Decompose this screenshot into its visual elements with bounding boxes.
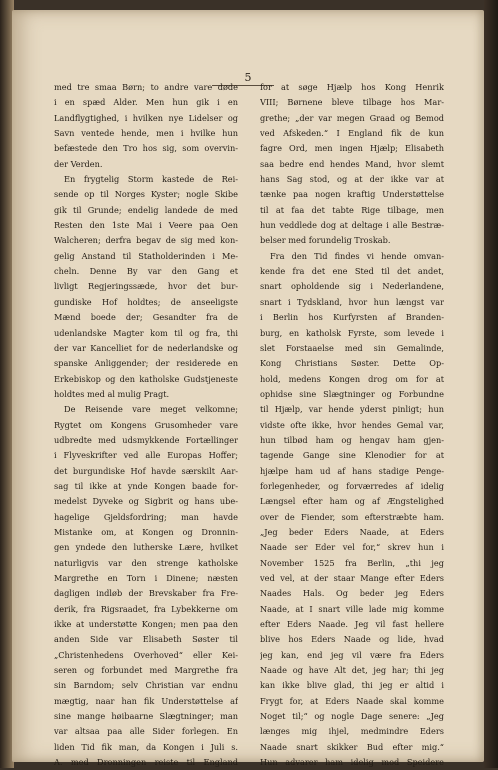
text-line: hjælpe ham ud af hans stadige Penge- (260, 465, 444, 476)
text-line: cheln. Denne By var den Gang et (54, 266, 238, 277)
text-line: gelig Anstand til Statholderinden i Me- (54, 250, 238, 261)
text-line: holdtes med al mulig Pragt. (54, 388, 170, 399)
text-line: sag til ikke at ynde Kongen baade for- (54, 480, 238, 491)
text-line: Kong Christians Søster. Dette Op- (260, 358, 444, 369)
text-line: Længsel efter ham og af Ængstelighed (260, 496, 444, 507)
text-line: forlegenheder, og forværredes af idelig (260, 480, 444, 491)
text-line: sin Barndom; selv Christian var endnu (54, 680, 238, 691)
text-line: Resten den 1ste Mai i Veere paa Oen (54, 220, 238, 231)
page-number: 5 (244, 71, 252, 84)
text-line: Margrethe en Torn i Dinene; næsten (54, 573, 238, 583)
text-line: gik til Grunde; endelig landede de med (54, 204, 238, 215)
text-line: ved Afskeden.“ I England fik de kun (260, 128, 444, 139)
text-line: VIII; Børnene bleve tilbage hos Mar- (260, 97, 444, 108)
text-line: for at søge Hjælp hos Kong Henrik (260, 82, 444, 92)
text-line: ved vel, at der staar Mange efter Eders (260, 573, 444, 583)
text-line: liden Tid fik man, da Kongen i Juli s. (54, 741, 238, 752)
text-line: der var Kancelliet for de nederlandske og (54, 342, 238, 353)
text-line: spanske Anliggender; der residerede en (54, 358, 238, 369)
text-line: Naade og have Alt det, jeg har; thi jeg (260, 665, 444, 676)
text-line: anden Side var Elisabeth Søster til (54, 634, 238, 645)
text-line: var altsaa paa alle Sider forlegen. En (54, 726, 238, 737)
text-line: sine mange høibaarne Slægtninger; man (54, 711, 238, 722)
text-line: Frygt for, at Eders Naade skal komme (260, 695, 444, 706)
text-line: til at faa det tabte Rige tilbage, men (260, 204, 444, 215)
text-line: med tre smaa Børn; to andre vare døde (54, 82, 238, 92)
text-line: tænke paa nogen kraftig Understøttelse (260, 189, 444, 200)
text-line: til Hjælp, var hende yderst pinligt; hun (260, 404, 444, 415)
text-line: over de Fiender, som efterstræbte ham. (260, 511, 444, 522)
text-line: belser med forundelig Troskab. (260, 235, 391, 246)
text-line: Mænd boede der; Gesandter fra de (54, 312, 238, 323)
right-text-column (260, 80, 444, 770)
text-line: Naade, at I snart ville lade mig komme (260, 603, 444, 614)
text-line: medelst Dyveke og Sigbrit og hans ube- (54, 496, 238, 507)
text-line: November 1525 fra Berlin, „thi jeg (260, 557, 444, 568)
text-line: derik, fra Rigsraadet, fra Lybekkerne om (54, 603, 238, 614)
text-line: efter Eders Naade. Jeg vil fast hellere (260, 619, 444, 630)
text-line: i en spæd Alder. Men hun gik i en (54, 97, 238, 108)
text-line: A. med Dronningen reiste til England (54, 757, 238, 768)
text-line: Landflygtighed, i hvilken nye Lidelser og (54, 112, 238, 123)
text-line: seren og forbundet med Margrethe fra (54, 665, 238, 676)
text-line: livligt Regjeringssæde, hvor det bur- (54, 281, 238, 292)
text-line: mægtig, naar han fik Understøttelse af (54, 695, 238, 706)
text-line: slet Forstaaelse med sin Gemalinde, (260, 342, 444, 353)
text-line: jeg kan, end jeg vil være fra Eders (260, 649, 444, 660)
text-line: Naade ser Eder vel for,“ skrev hun i (260, 542, 444, 553)
text-line: gen yndede den lutherske Lære, hvilket (54, 542, 238, 553)
text-line: naturligvis var den strenge katholske (54, 557, 238, 568)
text-line: Walcheren; derfra begav de sig med kon- (54, 235, 238, 246)
text-line: Naade snart skikker Bud efter mig.“ (260, 741, 444, 752)
text-line: blive hos Eders Naade og lide, hvad (260, 634, 444, 645)
text-line: udenlandske Magter kom til og fra, thi (54, 327, 238, 338)
text-line: vidste ofte ikke, hvor hendes Gemal var, (260, 419, 444, 430)
text-line: grethe; „der var megen Graad og Bemod (260, 112, 444, 123)
text-line: Erkebiskop og den katholske Gudstjeneste (54, 373, 238, 384)
text-line: Savn ventede hende, men i hvilke hun (54, 128, 238, 139)
text-line: Fra den Tid findes vi hende omvan- (270, 250, 444, 261)
book-edge (484, 0, 498, 768)
text-line: ophidse sine Slægtninger og Forbundne (260, 388, 444, 399)
text-line: det burgundiske Hof havde særskilt Aar- (54, 465, 238, 476)
text-line: befæstede den Tro hos sig, som overvin- (54, 143, 238, 154)
text-line: snart i Tydskland, hvor hun længst var (260, 296, 444, 307)
text-line: Naades Hals. Og beder jeg Eders (260, 588, 444, 599)
text-line: De Reisende vare meget velkomne; (64, 404, 238, 415)
text-line: saa bedre end hendes Mand, hvor slemt (260, 158, 444, 169)
text-line: fagre Ord, men ingen Hjælp; Elisabeth (260, 143, 444, 154)
text-line: Noget til;“ og nogle Dage senere: „Jeg (260, 711, 444, 722)
text-line: Hun advarer ham idelig mod Speidere (260, 757, 444, 768)
text-line: burg, en katholsk Fyrste, som levede i (260, 327, 444, 338)
text-line: „Christenhedens Overhoved“ eller Kei- (54, 649, 238, 660)
text-line: „Jeg beder Eders Naade, at Eders (260, 526, 444, 537)
text-line: hagelige Gjeldsfordring; man havde (54, 511, 238, 522)
text-line: hold, medens Kongen drog om for at (260, 373, 444, 384)
left-text-column (54, 80, 238, 770)
text-line: Rygtet om Kongens Grusomheder vare (54, 419, 238, 430)
text-line: snart opholdende sig i Nederlandene, (260, 281, 444, 292)
text-line: kende fra det ene Sted til det andet, (260, 266, 444, 277)
text-line: i Berlin hos Kurfyrsten af Branden- (260, 312, 444, 323)
text-line: dagligen indløb der Brevskaber fra Fre- (54, 588, 238, 599)
text-line: der Verden. (54, 158, 103, 169)
text-line: tagende Gange sine Klenodier for at (260, 450, 444, 461)
text-line: hans Sag stod, og at der ikke var at (260, 174, 444, 185)
text-line: længes mig ihjel, medmindre Eders (260, 726, 444, 737)
text-line: sende op til Norges Kyster; nogle Skibe (54, 189, 238, 200)
text-line: kan ikke blive glad, thi jeg er altid i (260, 680, 444, 691)
text-line: hun tilbød ham og hengav ham gjen- (260, 434, 444, 445)
text-line: ikke at understøtte Kongen; men paa den (54, 619, 238, 630)
text-line: udbredte med udsmykkende Fortællinger (54, 434, 238, 445)
text-line: Mistanke om, at Kongen og Dronnin- (54, 526, 238, 537)
text-line: i Flyveskrifter ved alle Europas Hoffer; (54, 450, 238, 461)
text-line: gundiske Hof holdtes; de anseeligste (54, 296, 238, 307)
text-line: En frygtelig Storm kastede de Rei- (64, 174, 238, 185)
text-line: hun veddlede dog at deltage i alle Bestræ- (260, 220, 444, 231)
